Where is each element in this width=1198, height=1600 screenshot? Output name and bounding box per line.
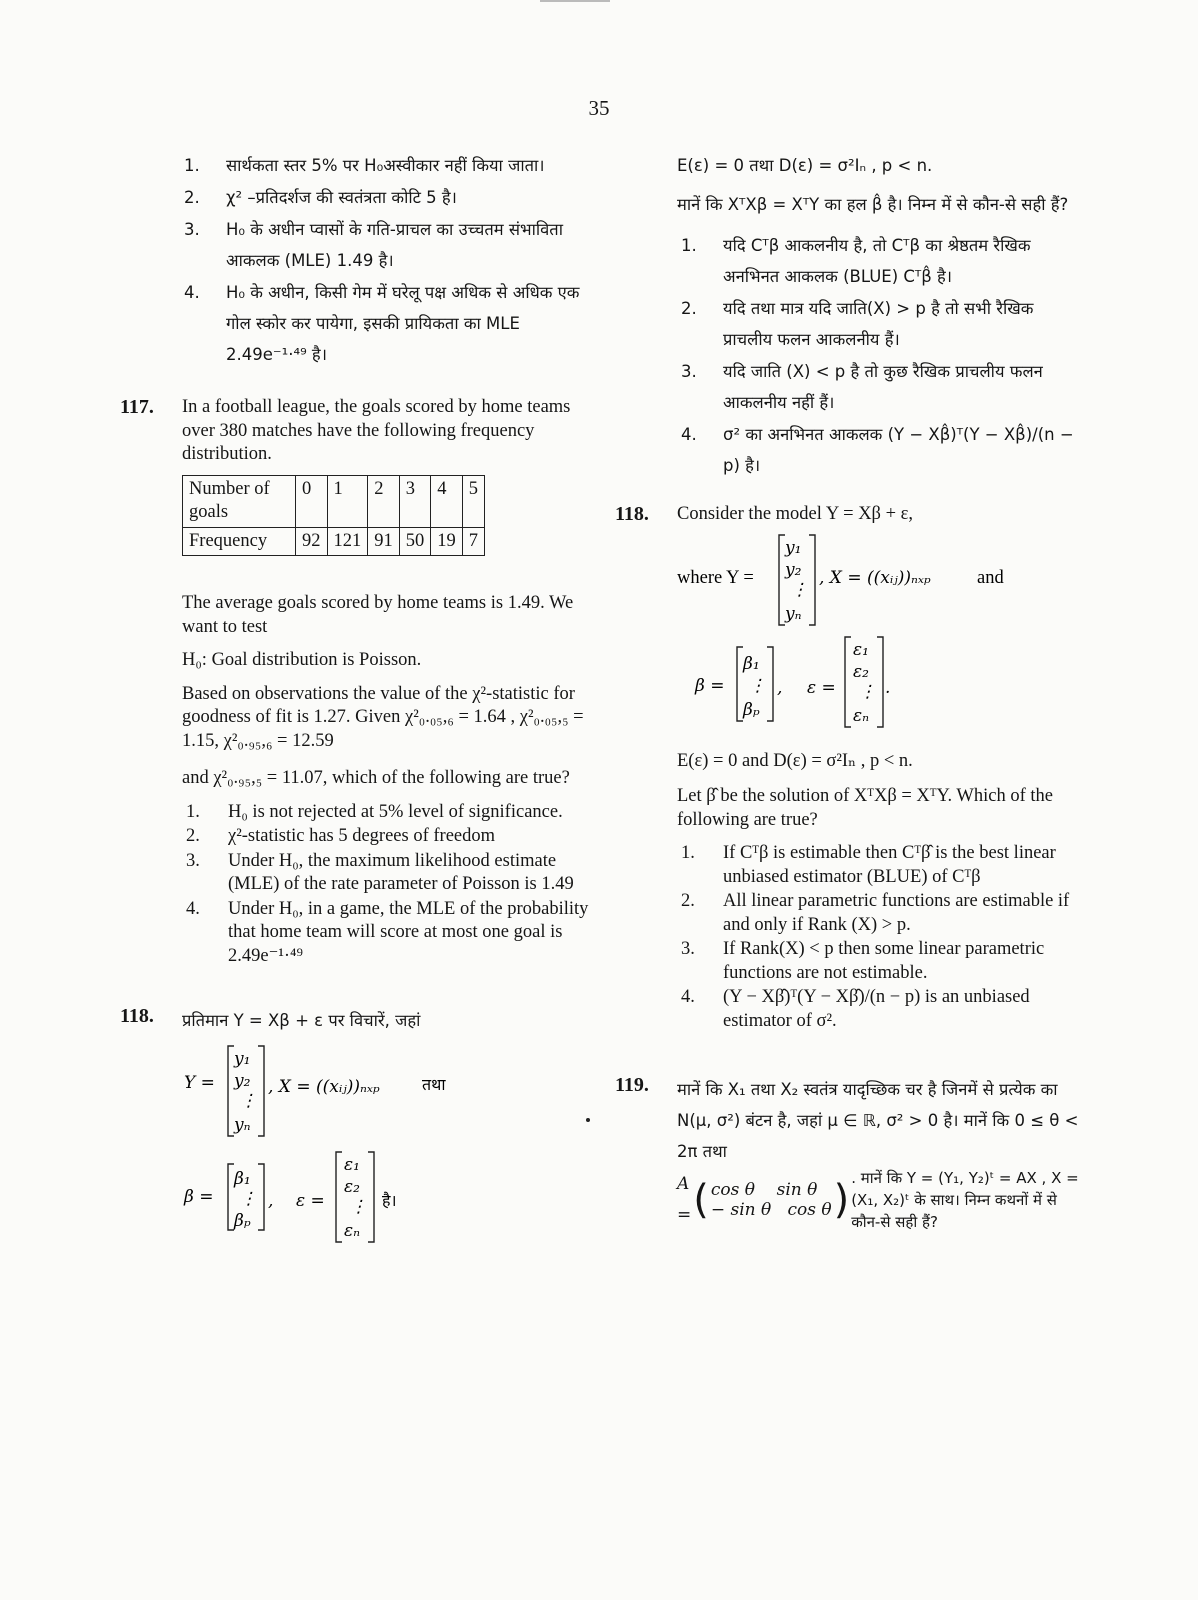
where-y-label: where Y = <box>677 567 754 588</box>
y-equals: Y = <box>184 1073 215 1093</box>
vector-entry: ε₁ <box>853 639 869 660</box>
question-118-hindi <box>120 1005 590 1255</box>
epsilon-equals: ε = <box>296 1191 325 1211</box>
vector-entry: βₚ <box>743 699 760 720</box>
matrix-line <box>677 1167 1085 1233</box>
option-number: 2. <box>681 299 697 318</box>
y-vector <box>779 535 815 625</box>
matrix-row: cos θ sin θ <box>710 1180 818 1200</box>
table-cell: 3 <box>399 475 431 527</box>
vector-entry: ⋮ <box>791 579 808 600</box>
vector-entry: ⋮ <box>240 1189 257 1209</box>
question-intro: प्रतिमान Y = Xβ + ε पर विचारें, जहां <box>182 1011 421 1030</box>
prev-hindi-options <box>180 150 590 370</box>
comma: , <box>268 1191 274 1211</box>
option-number: 2. <box>186 826 200 846</box>
option-text: सार्थकता स्तर 5% पर H₀अस्वीकार नहीं किया जाता। <box>226 156 545 175</box>
table-cell: 19 <box>431 527 463 556</box>
option-text: All linear parametric functions are estimable if and only if Rank (X) > p. <box>723 891 1070 935</box>
option-number: 3. <box>186 850 200 871</box>
option-text: H₀ के अधीन, किसी गेम में घरेलू पक्ष अधिक से अधिक एक गोल स्कोर कर पायेगा, इसकी प्रायिकता का MLE 2.49e⁻¹·⁴⁹ है। <box>226 283 580 364</box>
y-vector <box>228 1046 264 1136</box>
epsilon-equals: ε = <box>807 677 836 698</box>
option-text: σ² का अनभिनत आकलक (Y − Xβ̂)ᵀ(Y − Xβ̂)/(n − p) है। <box>723 425 1074 475</box>
paragraph: मानें कि X₁ तथा X₂ स्वतंत्र यादृच्छिक चर है जिनमें से प्रत्येक का N(μ, σ²) बंटन है, जहां μ ∈ ℝ, σ² > 0 है। मानें कि 0 ≤ θ < 2π तथा <box>677 1080 1079 1161</box>
page-number: 35 <box>588 96 610 120</box>
vector-entry: ⋮ <box>749 675 766 696</box>
and-word: and <box>977 567 1004 588</box>
option-text: (Y − Xβ̂)ᵀ(Y − Xβ̂)/(n − p) is an unbiased estimator of σ². <box>723 987 1030 1031</box>
vector-entry: y₁ <box>234 1049 251 1069</box>
paragraph: Based on observations the value of the χ²-statistic for goodness of fit is 1.27. Given χ²₀.₀₅,₆ = 1.64 , χ²₀.₀₅,₅ = 1.15, χ²₀.₉₅,₆ = 12.59 <box>182 683 584 751</box>
question-117 <box>120 396 590 969</box>
vector-entry: εₙ <box>344 1221 361 1241</box>
a-matrix <box>711 1180 832 1220</box>
option-number: 4. <box>186 898 200 919</box>
table-row <box>183 527 485 556</box>
vector-entry: βₚ <box>234 1211 251 1231</box>
table-cell: 2 <box>368 475 400 527</box>
table-cell: 91 <box>368 527 400 556</box>
paragraph: E(ε) = 0 and D(ε) = σ²Iₙ , p < n. <box>677 750 913 771</box>
option-number: 3. <box>681 362 697 381</box>
list-item <box>677 986 1085 1033</box>
right-paren: ) <box>833 1177 850 1223</box>
paragraph: मानें कि XᵀXβ = XᵀY का हल β̂ है। निम्न में से कौन-से सही हैं? <box>677 195 1069 214</box>
x-definition: , X = ((xᵢⱼ))ₙₓₚ <box>819 567 931 588</box>
right-column <box>615 150 1085 1233</box>
paragraph: and χ²₀.₉₅,₅ = 11.07, which of the following are true? <box>182 768 570 788</box>
table-cell: 121 <box>327 527 368 556</box>
beta-equals: β = <box>695 675 725 696</box>
option-number: 3. <box>681 939 695 959</box>
vector-entry: ε₁ <box>344 1155 360 1175</box>
question-body <box>677 1074 1085 1233</box>
option-number: 1. <box>186 801 200 822</box>
option-text: If Cᵀβ is estimable then Cᵀβ̂ is the best linear unbiased estimator (BLUE) of Cᵀβ <box>723 843 1056 887</box>
option-text: χ² –प्रतिदर्शज की स्वतंत्रता कोटि 5 है। <box>226 188 457 207</box>
frequency-table <box>182 475 485 557</box>
option-text: H₀ के अधीन प्वासों के गति-प्राचल का उच्चतम संभाविता आकलक (MLE) 1.49 है। <box>226 220 563 270</box>
list-item <box>677 419 1085 481</box>
tatha-word: तथा <box>422 1075 446 1094</box>
paragraph: E(ε) = 0 तथा D(ε) = σ²Iₙ , p < n. <box>677 156 933 175</box>
model-matrices <box>182 1040 582 1255</box>
vector-entry: β₁ <box>234 1169 251 1189</box>
beta-vector <box>228 1164 264 1231</box>
option-text: Under H₀, the maximum likelihood estimate (MLE) of the rate parameter of Poisson is 1.49 <box>228 850 574 894</box>
vector-entry: yₙ <box>234 1115 251 1135</box>
question-intro: In a football league, the goals scored by home teams over 380 matches have the following frequency distribution. <box>182 397 571 464</box>
table-cell: Number of goals <box>183 475 296 527</box>
scan-mark <box>540 0 610 2</box>
question-119-hindi <box>615 1074 1085 1233</box>
matrix-tail: . मानें कि Y = (Y₁, Y₂)ᵗ = AX , X = (X₁, X₂)ᵗ के साथ। निम्न कथनों में से कौन-से सही हैं? <box>851 1169 1079 1231</box>
paragraph: H₀: Goal distribution is Poisson. <box>182 650 422 670</box>
epsilon-vector <box>336 1152 374 1242</box>
left-paren: ( <box>693 1177 709 1223</box>
list-item <box>677 890 1085 937</box>
question-options <box>182 801 590 969</box>
vector-entry: ε₂ <box>853 661 869 682</box>
table-cell: 4 <box>431 475 463 527</box>
table-row <box>183 475 485 527</box>
x-definition: , X = ((xᵢⱼ))ₙₓₚ <box>268 1077 380 1097</box>
list-item <box>180 150 590 181</box>
list-item <box>180 182 590 213</box>
vector-entry: ⋮ <box>240 1091 257 1111</box>
option-text: Under H₀, in a game, the MLE of the probability that home team will score at most one goal is 2.49e⁻¹·⁴⁹ <box>228 898 589 966</box>
vector-entry: ⋮ <box>859 681 876 702</box>
list-item <box>182 898 590 969</box>
table-cell: 0 <box>296 475 328 527</box>
list-item <box>182 850 590 897</box>
vector-entry: y₂ <box>234 1071 251 1091</box>
a-equals: A = <box>677 1174 692 1225</box>
question-number: 117. <box>120 396 154 418</box>
option-text: यदि तथा मात्र यदि जाति(X) > p है तो सभी रैखिक प्राचलीय फलन आकलनीय हैं। <box>723 299 1034 349</box>
list-item <box>677 293 1085 355</box>
paragraph: Let β̂ be the solution of XᵀXβ = XᵀY. Which of the following are true? <box>677 786 1053 830</box>
paragraph: The average goals scored by home teams is 1.49. We want to test <box>182 593 574 637</box>
option-number: 1. <box>681 843 695 863</box>
option-number: 4. <box>681 425 697 444</box>
option-text: H₀ is not rejected at 5% level of significance. <box>228 801 563 822</box>
option-text: χ²-statistic has 5 degrees of freedom <box>228 826 496 846</box>
vector-entry: yₙ <box>785 603 802 624</box>
table-cell: 1 <box>327 475 368 527</box>
table-cell: 50 <box>399 527 431 556</box>
question-body <box>677 503 1085 1034</box>
option-number: 2. <box>681 891 695 911</box>
list-item <box>180 277 590 370</box>
option-number: 2. <box>184 188 200 207</box>
period: . <box>885 677 891 698</box>
question-options <box>677 842 1085 1033</box>
option-text: If Rank(X) < p then some linear parametric functions are not estimable. <box>723 939 1045 983</box>
option-number: 4. <box>184 283 200 302</box>
question-number: 119. <box>615 1074 649 1096</box>
option-text: यदि Cᵀβ आकलनीय है, तो Cᵀβ का श्रेष्ठतम रैखिक अनभिनत आकलक (BLUE) Cᵀβ̂ है। <box>723 236 1031 286</box>
option-text: यदि जाति (X) < p है तो कुछ रैखिक प्राचलीय फलन आकलनीय नहीं हैं। <box>723 362 1043 412</box>
option-number: 3. <box>184 220 200 239</box>
matrix-row: − sin θ cos θ <box>710 1200 832 1220</box>
list-item <box>677 938 1085 985</box>
question-number: 118. <box>615 503 649 525</box>
option-number: 1. <box>681 236 697 255</box>
prev-hindi-options <box>677 230 1085 481</box>
model-matrices <box>677 529 1077 744</box>
question-number: 118. <box>120 1005 154 1027</box>
vector-entry: ⋮ <box>350 1197 367 1217</box>
list-item <box>180 214 590 276</box>
vector-entry: εₙ <box>853 705 870 726</box>
scan-dot <box>586 1118 590 1122</box>
prev-hindi-block <box>677 150 1085 481</box>
table-cell: 92 <box>296 527 328 556</box>
question-118 <box>615 503 1085 1034</box>
list-item <box>677 230 1085 292</box>
list-item <box>677 842 1085 889</box>
vector-entry: ε₂ <box>344 1177 360 1197</box>
vector-entry: y₁ <box>785 537 802 558</box>
question-body <box>182 1005 590 1255</box>
list-item <box>182 801 590 825</box>
table-cell: 5 <box>462 475 484 527</box>
hai-word: है। <box>382 1191 397 1210</box>
vector-entry: β₁ <box>743 653 760 674</box>
epsilon-vector <box>845 637 883 727</box>
option-number: 1. <box>184 156 200 175</box>
vector-entry: y₂ <box>785 559 802 580</box>
comma: , <box>777 677 783 698</box>
beta-vector <box>737 647 773 721</box>
option-number: 4. <box>681 987 695 1007</box>
table-cell: Frequency <box>183 527 296 556</box>
question-intro: Consider the model Y = Xβ + ε, <box>677 504 914 524</box>
left-column <box>120 150 590 1255</box>
question-body <box>182 396 590 969</box>
table-cell: 7 <box>462 527 484 556</box>
list-item <box>182 825 590 849</box>
beta-equals: β = <box>184 1187 214 1207</box>
list-item <box>677 356 1085 418</box>
